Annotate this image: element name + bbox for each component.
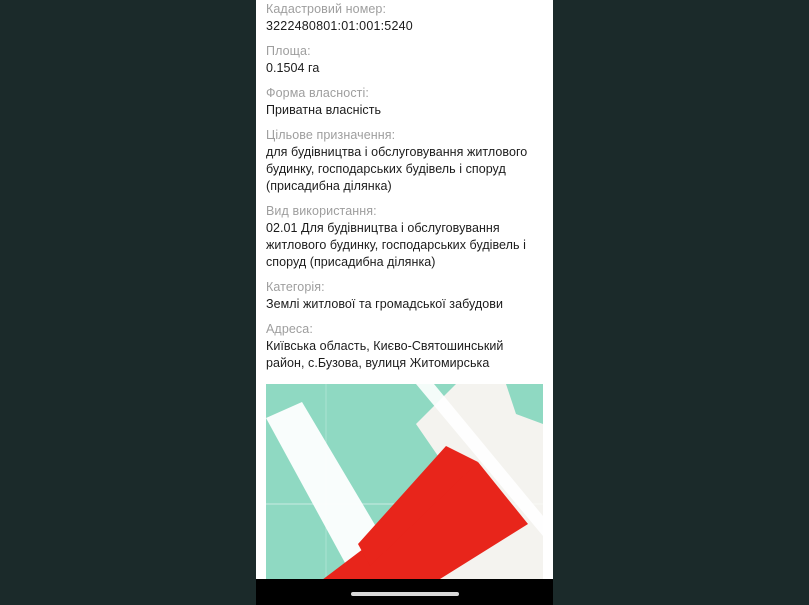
field-label: Вид використання: bbox=[266, 204, 377, 218]
field-area bbox=[256, 42, 553, 77]
parcel-info-panel bbox=[256, 0, 553, 594]
field-designated-purpose bbox=[256, 126, 553, 195]
field-value: 0.1504 га bbox=[266, 61, 320, 75]
field-label: Форма власності: bbox=[266, 86, 369, 100]
field-value: 3222480801:01:001:5240 bbox=[266, 19, 413, 33]
field-label: Цільове призначення: bbox=[266, 128, 396, 142]
field-label: Площа: bbox=[266, 44, 311, 58]
field-value: 02.01 Для будівництва і обслуговування житлового будинку, господарських будівель і споруд (присадибна ділянка) bbox=[266, 221, 526, 269]
home-indicator[interactable] bbox=[351, 592, 459, 596]
field-label: Адреса: bbox=[266, 322, 313, 336]
phone-screen bbox=[256, 0, 553, 605]
left-letterbox bbox=[0, 0, 256, 605]
field-ownership-type bbox=[256, 84, 553, 119]
field-value: Київська область, Києво-Святошинський район, с.Бузова, вулиця Житомирська bbox=[266, 339, 504, 370]
field-label: Кадастровий номер: bbox=[266, 2, 387, 16]
parcel-map[interactable] bbox=[266, 384, 543, 594]
field-address bbox=[256, 320, 553, 372]
field-value: для будівництва і обслуговування житлового будинку, господарських будівель і споруд (присадибна ділянка) bbox=[266, 145, 528, 193]
field-label: Категорія: bbox=[266, 280, 325, 294]
phone-bottom-bar bbox=[256, 579, 553, 605]
field-cadastral-number bbox=[256, 0, 553, 35]
right-letterbox bbox=[553, 0, 809, 605]
parcel-map-image bbox=[266, 384, 543, 594]
field-usage-type bbox=[256, 202, 553, 271]
field-value: Приватна власність bbox=[266, 103, 382, 117]
field-value: Землі житлової та громадської забудови bbox=[266, 297, 503, 311]
field-category bbox=[256, 278, 553, 313]
